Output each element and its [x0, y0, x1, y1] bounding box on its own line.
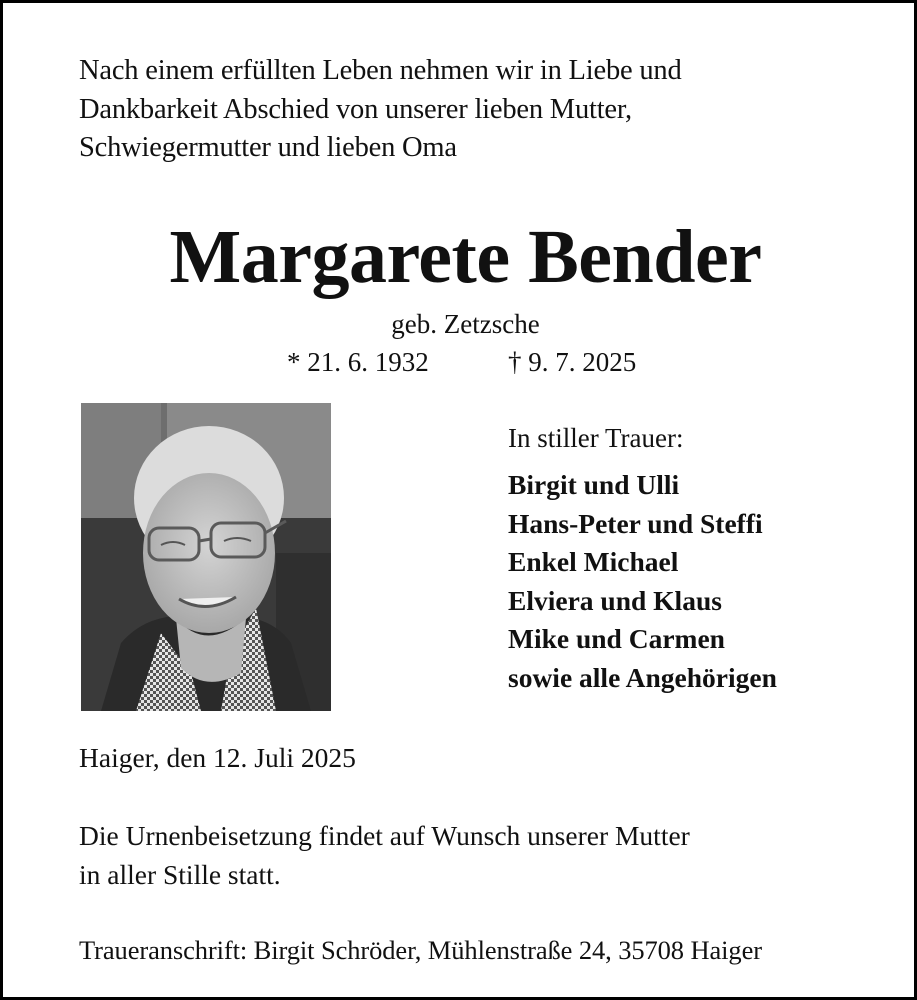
burial-line: Die Urnenbeisetzung findet auf Wunsch unserer Mutter: [79, 820, 690, 851]
birth-date: * 21. 6. 1932: [287, 347, 429, 377]
burial-line: in aller Stille statt.: [79, 858, 281, 890]
intro-line: Nach einem erfüllten Leben nehmen wir in Liebe und: [79, 55, 682, 86]
mourner-name: Birgit und Ulli: [508, 469, 680, 500]
portrait-image: [81, 403, 331, 711]
mourning-address: Traueranschrift: Birgit Schröder, Mühlenstraße 24, 35708 Haiger: [79, 935, 762, 965]
deceased-name: Margarete Bender: [169, 215, 762, 299]
mourner-list: [508, 466, 777, 698]
mourner-name: Enkel Michael: [508, 546, 679, 578]
mourning-heading: In stiller Trauer:: [508, 423, 684, 453]
intro-line: Dankbarkeit Abschied von unserer lieben Mutter,: [79, 93, 632, 125]
mourner-name: Elviera und Klaus: [508, 584, 722, 616]
mourner-name: Hans-Peter und Steffi: [508, 507, 763, 539]
death-date: † 9. 7. 2025: [508, 347, 637, 377]
maiden-name: geb. Zetzsche: [391, 309, 540, 339]
mourner-name: Mike und Carmen: [508, 623, 725, 655]
intro-line: Schwiegermutter und lieben Oma: [79, 132, 457, 163]
portrait-photo: [81, 403, 331, 711]
mourner-name: sowie alle Angehörigen: [508, 661, 777, 693]
burial-notice: [79, 817, 690, 894]
intro-text: [79, 52, 682, 168]
place-and-date: Haiger, den 12. Juli 2025: [79, 742, 356, 773]
